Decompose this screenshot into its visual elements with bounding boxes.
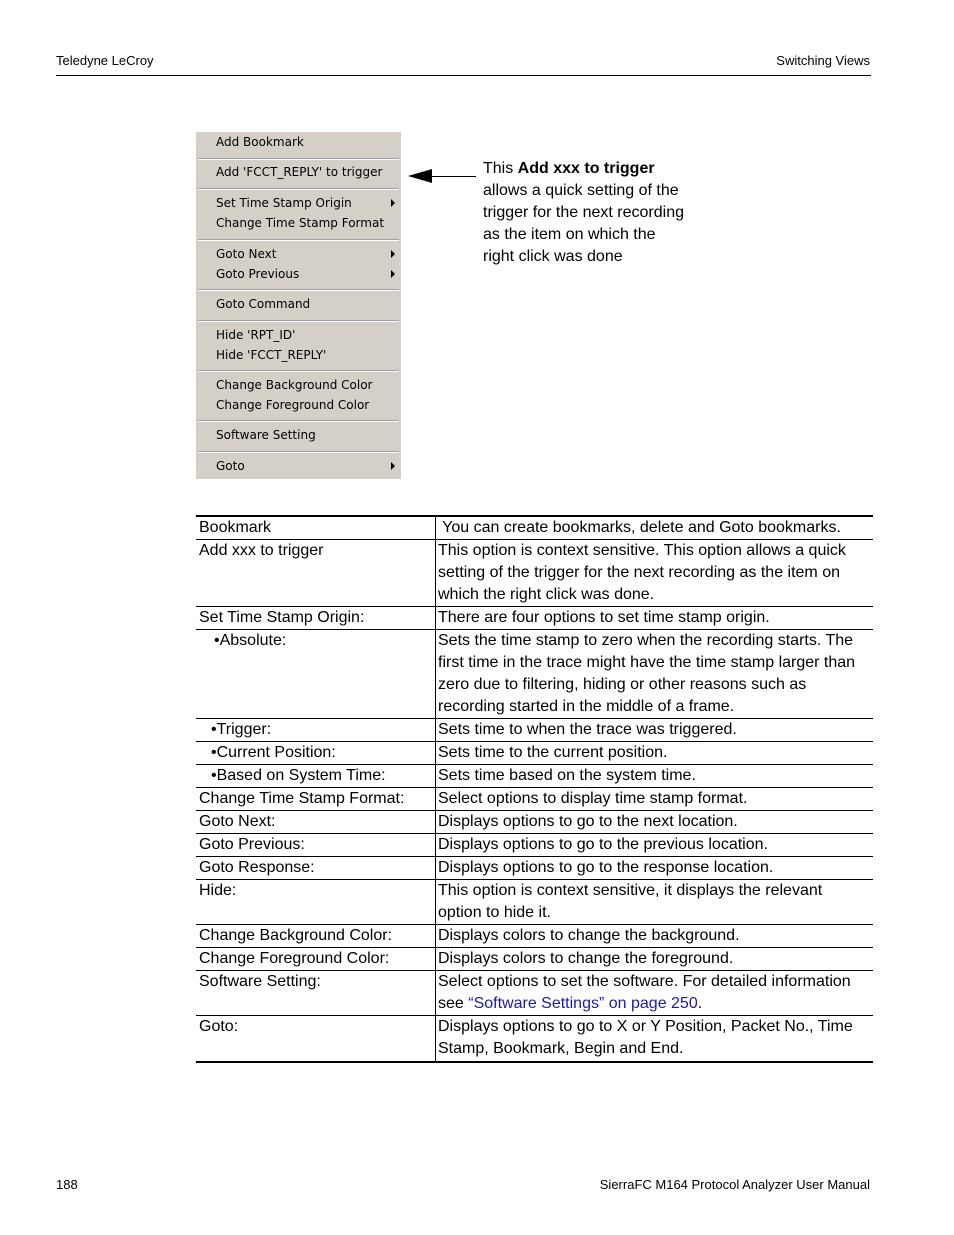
header-section: Switching Views [776, 53, 870, 68]
table-row [196, 948, 873, 971]
menu-item-goto-next[interactable]: Goto Next [216, 247, 277, 261]
menu-separator [198, 320, 399, 322]
option-term: •Trigger: [196, 719, 436, 742]
table-row [196, 857, 873, 880]
table-row [196, 607, 873, 630]
table-row [196, 540, 873, 607]
option-term: •Current Position: [196, 742, 436, 765]
option-term: Goto Next: [196, 811, 436, 834]
option-desc: Displays options to go to the previous location. [436, 834, 874, 857]
callout-line-2: trigger for the next recording [483, 204, 684, 221]
header-company: Teledyne LeCroy [56, 53, 154, 68]
option-term: Change Background Color: [196, 925, 436, 948]
option-desc: Sets time to the current position. [436, 742, 874, 765]
option-desc: Displays options to go to the next location. [436, 811, 874, 834]
table-row [196, 925, 873, 948]
menu-item-goto[interactable]: Goto [216, 459, 245, 473]
option-term: Hide: [196, 880, 436, 925]
option-desc-cell [436, 971, 874, 1016]
menu-item-software-setting[interactable]: Software Setting [216, 428, 316, 442]
callout-line-1: allows a quick setting of the [483, 182, 679, 199]
option-desc: Displays options to go to X or Y Position, Packet No., Time Stamp, Bookmark, Begin and End. [436, 1016, 874, 1063]
menu-item-goto-command[interactable]: Goto Command [216, 297, 311, 311]
submenu-arrow-icon [391, 462, 395, 470]
option-term: Change Foreground Color: [196, 948, 436, 971]
menu-item-goto-previous[interactable]: Goto Previous [216, 267, 300, 281]
menu-separator [198, 451, 399, 453]
menu-separator [198, 420, 399, 422]
submenu-arrow-icon [391, 199, 395, 207]
option-desc-end: . [697, 995, 703, 1012]
option-term: Bookmark [196, 516, 436, 540]
callout-prefix: This [483, 160, 518, 177]
option-desc: Sets time based on the system time. [436, 765, 874, 788]
option-term: Change Time Stamp Format: [196, 788, 436, 811]
menu-separator [198, 188, 399, 190]
context-menu [196, 132, 401, 479]
manual-title: SierraFC M164 Protocol Analyzer User Manual [599, 1177, 870, 1192]
header-rule [56, 75, 871, 76]
menu-separator [198, 370, 399, 372]
option-desc: This option is context sensitive, it displays the relevant option to hide it. [436, 880, 874, 925]
submenu-arrow-icon [391, 250, 395, 258]
callout-line-4: right click was done [483, 248, 623, 265]
option-desc: Select options to set the software. For detailed information see [438, 973, 851, 1012]
menu-item-add-to-trigger[interactable]: Add 'FCCT_REPLY' to trigger [216, 165, 383, 179]
option-term: Set Time Stamp Origin: [196, 607, 436, 630]
option-term: Goto Response: [196, 857, 436, 880]
menu-item-set-time-stamp-origin[interactable]: Set Time Stamp Origin [216, 196, 352, 210]
option-term: Goto: [196, 1016, 436, 1063]
table-row [196, 1016, 873, 1063]
option-term: Software Setting: [196, 971, 436, 1016]
table-row [196, 971, 873, 1016]
option-term: •Based on System Time: [196, 765, 436, 788]
option-desc: You can create bookmarks, delete and Goto bookmarks. [436, 516, 874, 540]
table-row [196, 765, 873, 788]
menu-item-hide-rpt-id[interactable]: Hide 'RPT_ID' [216, 328, 296, 342]
option-desc: This option is context sensitive. This option allows a quick setting of the trigger for the next recording as the item on which the right click was done. [436, 540, 874, 607]
table-row [196, 788, 873, 811]
menu-item-add-bookmark[interactable]: Add Bookmark [216, 135, 304, 149]
callout-bold: Add xxx to trigger [517, 160, 655, 177]
submenu-arrow-icon [391, 270, 395, 278]
callout-arrow-icon [408, 169, 432, 183]
option-desc: Displays colors to change the foreground. [436, 948, 874, 971]
table-row [196, 719, 873, 742]
table-row [196, 880, 873, 925]
menu-separator [198, 239, 399, 241]
table-row [196, 834, 873, 857]
option-desc: Sets the time stamp to zero when the recording starts. The first time in the trace might have the time stamp larger than zero due to filtering, hiding or other reasons such as recording started in the middle of a frame. [436, 630, 874, 719]
option-desc: There are four options to set time stamp origin. [436, 607, 874, 630]
menu-item-change-time-stamp-format[interactable]: Change Time Stamp Format [216, 216, 385, 230]
menu-item-change-foreground-color[interactable]: Change Foreground Color [216, 398, 370, 412]
table-row [196, 742, 873, 765]
software-settings-link[interactable]: “Software Settings” on page 250 [468, 995, 698, 1012]
option-desc: Displays colors to change the background. [436, 925, 874, 948]
menu-item-change-background-color[interactable]: Change Background Color [216, 378, 373, 392]
options-table [196, 515, 873, 1063]
page-number: 188 [56, 1177, 78, 1192]
callout-line-3: as the item on which the [483, 226, 656, 243]
table-row [196, 811, 873, 834]
callout-text [483, 158, 723, 268]
option-desc: Select options to display time stamp format. [436, 788, 874, 811]
menu-separator [198, 158, 399, 160]
callout-arrow-line [430, 176, 476, 177]
option-term: •Absolute: [196, 630, 436, 719]
menu-item-hide-fcct-reply[interactable]: Hide 'FCCT_REPLY' [216, 348, 327, 362]
menu-separator [198, 289, 399, 291]
option-desc: Displays options to go to the response location. [436, 857, 874, 880]
option-term: Goto Previous: [196, 834, 436, 857]
table-row [196, 516, 873, 540]
table-row [196, 630, 873, 719]
option-desc: Sets time to when the trace was triggered. [436, 719, 874, 742]
option-term: Add xxx to trigger [196, 540, 436, 607]
